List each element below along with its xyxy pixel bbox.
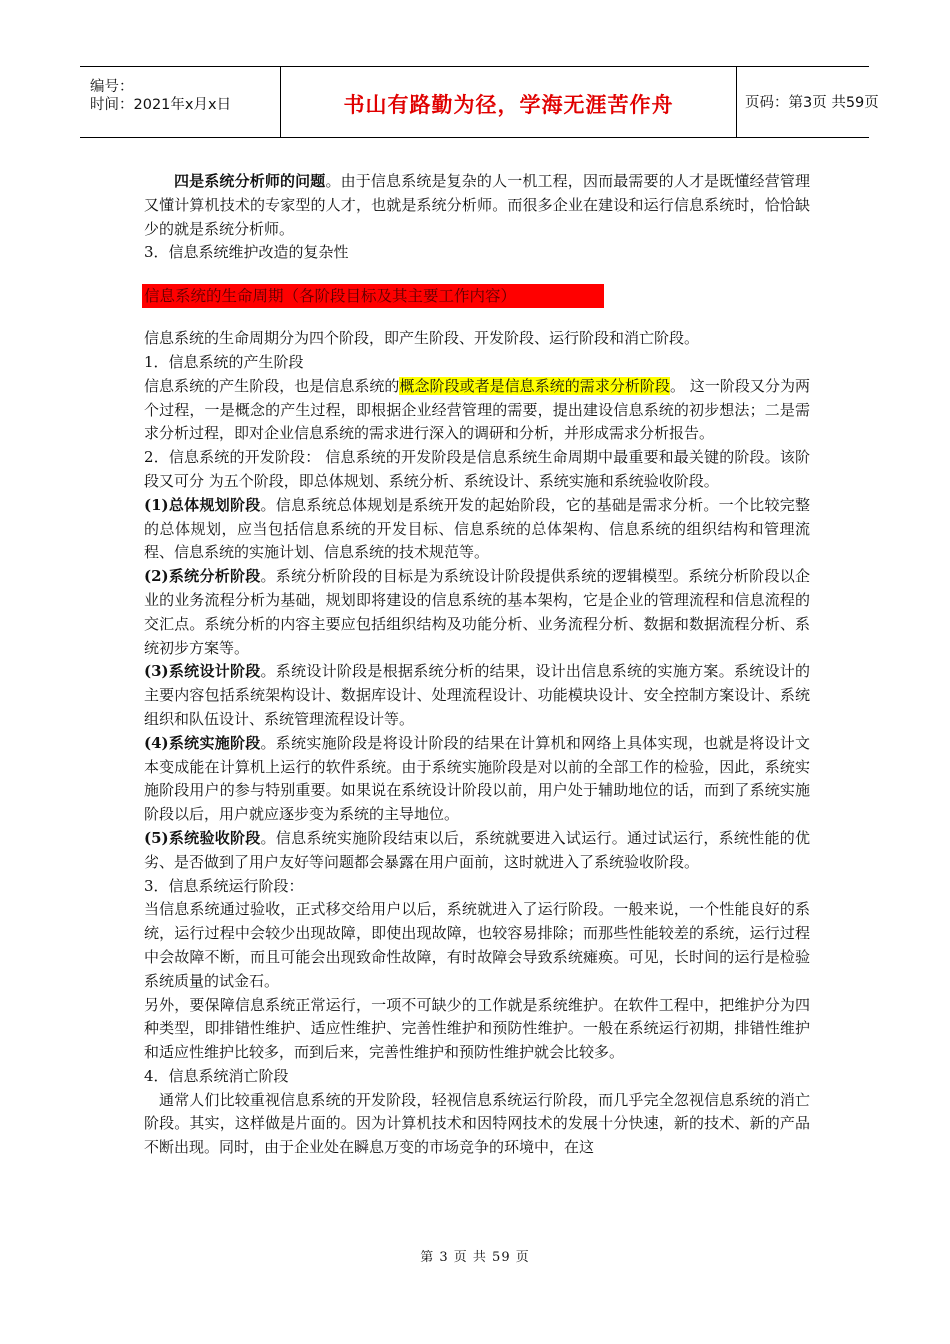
paragraph	[144, 375, 810, 446]
paragraph-text: 。系统设计阶段是根据系统分析的结果，设计出信息系统的实施方案。系统设计的主要内容包括系统架构设计、数据库设计、处理流程设计、功能模块设计、安全控制方案设计、系统组织和队伍设计、系统管理流程设计等。	[144, 662, 810, 728]
paragraph	[144, 170, 810, 241]
paragraph	[144, 660, 810, 731]
paragraph-text: 。系统分析阶段的目标是为系统设计阶段提供系统的逻辑模型。系统分析阶段以企业的业务流程分析为基础，规划即将建设的信息系统的基本架构，它是企业的管理流程和信息流程的交汇点。系统分析的内容主要应包括组织结构及功能分析、业务流程分析、数据和数据流程分析、系统初步方案等。	[144, 567, 810, 657]
subheading: 3．信息系统运行阶段：	[144, 876, 304, 895]
paragraph: 另外，要保障信息系统正常运行，一项不可缺少的工作就是系统维护。在软件工程中，把维护分为四种类型，即排错性维护、适应性维护、完善性维护和预防性维护。一般在系统运行初期，排错性维护和适应性维护比较多，而到后来，完善性维护和预防性维护就会比较多。	[144, 995, 810, 1062]
bold-lead: (4)系统实施阶段	[144, 733, 261, 752]
bold-lead: (3)系统设计阶段	[144, 662, 261, 681]
paragraph	[144, 565, 810, 660]
paragraph: 2．信息系统的开发阶段： 信息系统的开发阶段是信息系统生命周期中最重要和最关键的阶段。该阶段又可分 为五个阶段，即总体规划、系统分析、系统设计、系统实施和系统验收阶段。	[144, 448, 810, 490]
paragraph-text: 。由于信息系统是复杂的人一机工程，因而最需要的人才是既懂经营管理又懂计算机技术的专家型的人才，也就是系统分析师。而很多企业在建设和运行信息系统时，恰恰缺少的就是系统分析师。	[144, 172, 810, 238]
bold-lead: (2)系统分析阶段	[144, 567, 261, 586]
paragraph: 当信息系统通过验收，正式移交给用户以后，系统就进入了运行阶段。一般来说，一个性能良好的系统，运行过程中会较少出现故障，即使出现故障，也较容易排除；而那些性能较差的系统，运行过程中会故障不断，而且可能会出现致命性故障，有时故障会导致系统瘫痪。可见，长时间的运行是检验系统质量的试金石。	[144, 900, 810, 990]
paragraph-text: 。 这一阶段又分为两个过程，一是概念的产生过程，即根据企业经营管理的需要，提出建设信息系统的初步想法；二是需求分析过程，即对企业信息系统的需求进行深入的调研和分析，并形成需求分析报告。	[144, 376, 810, 443]
page-footer: 第 3 页 共 59 页	[420, 1250, 530, 1265]
header-page-cell	[736, 67, 879, 137]
page-header	[80, 66, 879, 138]
paragraph	[144, 732, 810, 827]
header-meta-cell	[80, 67, 280, 137]
paragraph	[144, 827, 810, 875]
doc-number-label: 编号：	[90, 79, 134, 95]
bold-lead: (5)系统验收阶段	[144, 828, 261, 847]
bold-lead: (1)总体规划阶段	[144, 495, 261, 514]
page-info: 页码：第3页 共59页	[745, 95, 879, 111]
paragraph: 信息系统的生命周期分为四个阶段，即产生阶段、开发阶段、运行阶段和消亡阶段。	[144, 329, 700, 348]
paragraph-text: 。系统实施阶段是将设计阶段的结果在计算机和网络上具体实现，也就是将设计文本变成能在计算机上运行的软件系统。由于系统实施阶段是对以前的全部工作的检验，因此，系统实施阶段用户的参与特别重要。如果说在系统设计阶段以前，用户处于辅助地位的话，而到了系统实施阶段以后，用户就应逐步变为系统的主导地位。	[144, 733, 810, 824]
paragraph: 通常人们比较重视信息系统的开发阶段，轻视信息系统运行阶段，而几乎完全忽视信息系统的消亡阶段。其实，这样做是片面的。因为计算机技术和因特网技术的发展十分快速，新的技术、新的产品不断出现。同时，由于企业处在瞬息万变的市场竞争的环境中，在这	[144, 1090, 810, 1157]
subheading: 3．信息系统维护改造的复杂性	[144, 243, 349, 262]
subheading: 4．信息系统消亡阶段	[144, 1066, 289, 1085]
bold-lead: 四是系统分析师的问题	[174, 172, 326, 190]
motto-text: 书山有路勤为径，学海无涯苦作舟	[343, 93, 674, 117]
subheading: 1．信息系统的产生阶段	[144, 352, 304, 371]
paragraph-text: 。信息系统总体规划是系统开发的起始阶段，它的基础是需求分析。一个比较完整的总体规划，应当包括信息系统的开发目标、信息系统的总体架构、信息系统的组织结构和管理流程、信息系统的实施计划、信息系统的技术规范等。	[144, 495, 810, 562]
paragraph	[144, 494, 810, 565]
paragraph-text: 信息系统的产生阶段，也是信息系统的	[144, 376, 400, 395]
document-body	[144, 170, 810, 1160]
date-label: 时间：2021年x月x日	[90, 97, 232, 113]
section-title-band: 信息系统的生命周期（各阶段目标及其主要工作内容）	[142, 284, 604, 308]
highlighted-text: 概念阶段或者是信息系统的需求分析阶段	[399, 376, 670, 395]
header-motto-cell	[280, 67, 737, 137]
paragraph-text: 。信息系统实施阶段结束以后，系统就要进入试运行。通过试运行，系统性能的优劣、是否做到了用户友好等问题都会暴露在用户面前，这时就进入了系统验收阶段。	[144, 828, 810, 871]
